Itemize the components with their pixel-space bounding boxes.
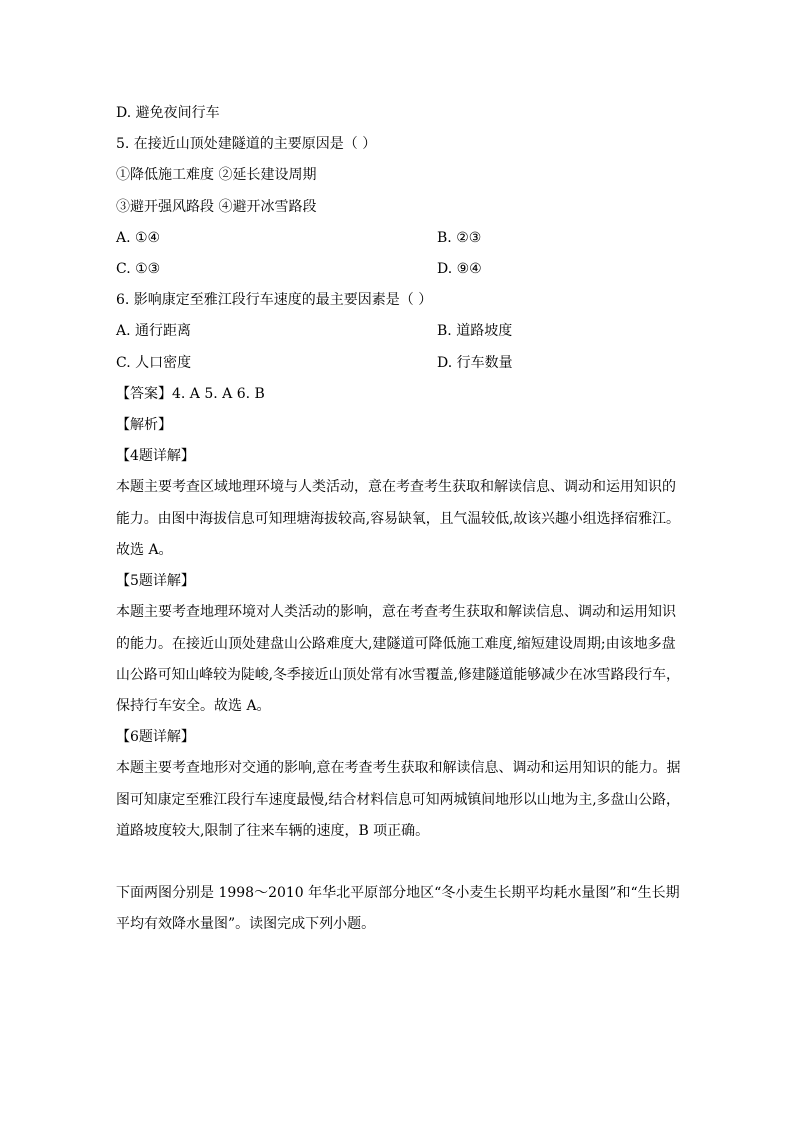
q6-option-c: C. 人口密度 (116, 355, 192, 371)
next-intro-line: 平均有效降水量图”。读图完成下列小题。 (116, 916, 376, 932)
q5-detail-label: 【5题详解】 (116, 573, 195, 589)
q6-option-d: D. 行车数量 (437, 355, 513, 371)
q5-stem: 5. 在接近山顶处建隧道的主要原因是（ ） (116, 136, 377, 152)
q6-option-b: B. 道路坡度 (437, 323, 513, 339)
q4-detail-line: 本题主要考查区域地理环境与人类活动，意在考查考生获取和解读信息、调动和运用知识的 (116, 479, 676, 495)
q5-statements-1: ①降低施工难度 ②延长建设周期 (116, 167, 317, 183)
q5-option-d: D. ⑨④ (437, 261, 482, 277)
q4-detail-line: 能力。由图中海拔信息可知理塘海拔较高,容易缺氧，且气温较低,故该兴趣小组选择宿雅江。 (116, 511, 680, 527)
q5-detail-line: 保持行车安全。故选 A。 (116, 698, 271, 714)
next-intro-line: 下面两图分别是 1998～2010 年华北平原部分地区“冬小麦生长期平均耗水量图”和“生长期 (116, 885, 680, 901)
q6-detail-label: 【6题详解】 (116, 729, 195, 745)
q5-option-b: B. ②③ (437, 230, 482, 246)
q5-statements-2: ③避开强风路段 ④避开冰雪路段 (116, 199, 317, 215)
q6-stem: 6. 影响康定至雅江段行车速度的最主要因素是（ ） (116, 292, 433, 308)
q4-option-d: D. 避免夜间行车 (116, 105, 220, 121)
q5-detail-line: 的能力。在接近山顶处建盘山公路难度大,建隧道可降低施工难度,缩短建设周期;由该地多盘 (116, 636, 676, 652)
q6-detail-line: 图可知康定至雅江段行车速度最慢,结合材料信息可知两城镇间地形以山地为主,多盘山公路， (116, 792, 680, 808)
q4-detail-line: 故选 A。 (116, 542, 173, 558)
q5-option-a: A. ①④ (116, 230, 161, 246)
answer-line: 【答案】4. A 5. A 6. B (116, 386, 265, 402)
q5-detail-line: 山公路可知山峰较为陡峻,冬季接近山顶处常有冰雪覆盖,修建隧道能够减少在冰雪路段行车， (116, 667, 680, 683)
q6-detail-line: 本题主要考查地形对交通的影响,意在考查考生获取和解读信息、调动和运用知识的能力。据 (116, 760, 681, 776)
q6-detail-line: 道路坡度较大,限制了往来车辆的速度，B 项正确。 (116, 823, 430, 839)
q5-option-c: C. ①③ (116, 261, 161, 277)
analysis-label: 【解析】 (116, 417, 172, 433)
q5-detail-line: 本题主要考查地理环境对人类活动的影响，意在考查考生获取和解读信息、调动和运用知识 (116, 604, 676, 620)
q4-detail-label: 【4题详解】 (116, 448, 195, 464)
q6-option-a: A. 通行距离 (116, 323, 192, 339)
